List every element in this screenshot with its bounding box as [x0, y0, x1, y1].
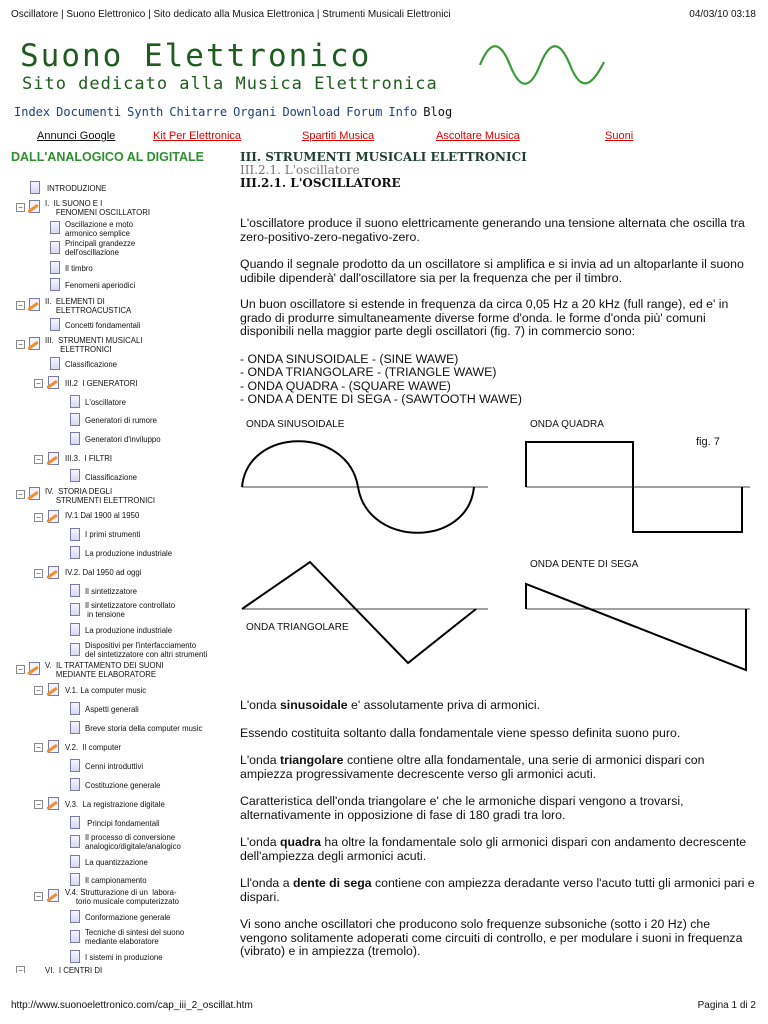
folder-pencil-icon — [45, 510, 61, 524]
sidebar-item[interactable]: Generatori di rumore — [85, 416, 157, 425]
nav-index[interactable]: Index — [14, 105, 51, 119]
collapse-toggle-icon[interactable]: − — [16, 665, 25, 674]
sidebar-item[interactable]: I sistemi in produzione — [85, 953, 163, 962]
figure-number: fig. 7 — [696, 436, 720, 448]
folder-pencil-icon — [45, 566, 61, 580]
print-datetime: 04/03/10 03:18 — [689, 9, 756, 20]
document-icon — [70, 546, 80, 559]
collapse-toggle-icon[interactable]: − — [16, 203, 25, 212]
sidebar-item[interactable]: La quantizzazione — [85, 858, 148, 867]
document-icon — [70, 395, 80, 408]
sidebar-item[interactable]: Il sintetizzatore — [85, 587, 138, 596]
document-icon — [70, 432, 80, 445]
sidebar-item[interactable]: La produzione industriale — [85, 626, 173, 635]
collapse-toggle-icon[interactable]: − — [34, 569, 43, 578]
paragraph: Caratteristica dell'onda triangolare e' che le armoniche dispari vengono a trovarsi, alternativamente in opposizione di fase di 180 gradi tra loro. — [240, 794, 684, 822]
folder-pencil-icon — [26, 337, 42, 351]
collapse-toggle-icon[interactable]: − — [34, 743, 43, 752]
figure-label-saw: ONDA DENTE DI SEGA — [530, 559, 639, 570]
sidebar-item[interactable]: INTRODUZIONE — [47, 184, 107, 193]
folder-pencil-icon — [45, 889, 61, 903]
document-icon — [70, 623, 80, 636]
waveform-figure — [238, 412, 758, 682]
sidebar-item[interactable]: VI. I CENTRI DI — [45, 966, 103, 973]
collapse-toggle-icon[interactable]: − — [34, 800, 43, 809]
document-icon — [50, 318, 60, 331]
print-page-title: Oscillatore | Suono Elettronico | Sito dedicato alla Musica Elettronica | Strumenti Musicali Elettronici — [11, 9, 451, 20]
sidebar-item[interactable]: IV. STORIA DEGLI STRUMENTI ELETTRONICI — [45, 487, 156, 505]
sidebar-item[interactable]: III.2 I GENERATORI — [65, 379, 138, 388]
document-icon — [50, 261, 60, 274]
sidebar-item[interactable]: Il campionamento — [85, 876, 147, 885]
document-icon — [50, 357, 60, 370]
sidebar-item[interactable]: IV.2. Dal 1950 ad oggi — [65, 568, 142, 577]
collapse-toggle-icon[interactable]: − — [34, 892, 43, 901]
document-icon — [70, 816, 80, 829]
document-icon — [70, 910, 80, 923]
sidebar-item[interactable]: Costituzione generale — [85, 781, 161, 790]
collapse-toggle-icon[interactable]: − — [16, 301, 25, 310]
sidebar-item[interactable]: Tecniche di sintesi del suono mediante elaboratore — [85, 928, 185, 946]
wave-list-item: - ONDA TRIANGOLARE - (TRIANGLE WAWE) — [240, 365, 497, 379]
sidebar-item[interactable]: Principali grandezze dell'oscillazione — [65, 239, 136, 257]
sidebar-item[interactable]: Generatori d'inviluppo — [85, 435, 161, 444]
sidebar-tree — [0, 0, 240, 980]
paragraph: Un buon oscillatore si estende in frequenza da circa 0,05 Hz a 20 kHz (full range), ed e' in grado di produrre simultaneamente diverse forme d'onda. le forme d'onda più' comuni disponibili nella maggior parte degli oscillatori (fig. 7) in commercio sono: — [240, 297, 729, 338]
folder-pencil-icon — [26, 662, 42, 676]
folder-pencil-icon — [45, 683, 61, 697]
sidebar-item[interactable]: IV.1 Dal 1900 al 1950 — [65, 511, 140, 520]
print-page-number: Pagina 1 di 2 — [697, 1000, 756, 1011]
sidebar-item[interactable]: III. STRUMENTI MUSICALI ELETTRONICI — [45, 336, 143, 354]
sidebar-item[interactable]: Dispositivi per l'interfacciamento del sintetizzatore con altri strumenti — [85, 641, 208, 659]
sidebar-item[interactable]: III.3. I FILTRI — [65, 454, 113, 463]
document-icon — [70, 930, 80, 943]
ad-link-kit[interactable]: Kit Per Elettronica — [153, 130, 242, 142]
nav-info[interactable]: Info — [388, 105, 418, 119]
document-icon — [70, 721, 80, 734]
nav-blog[interactable]: Blog — [423, 105, 453, 119]
sidebar-item[interactable]: Il timbro — [65, 264, 93, 273]
sidebar-item[interactable]: Cenni introduttivi — [85, 762, 144, 771]
waveforms-diagram — [238, 412, 758, 682]
document-icon — [70, 855, 80, 868]
sidebar-item[interactable]: Aspetti generali — [85, 705, 139, 714]
document-icon — [70, 778, 80, 791]
paragraph: L'oscillatore produce il suono elettricamente generando una tensione alternata che oscilla tra zero-positivo-zero-negativo-zero. — [240, 216, 745, 244]
document-icon — [50, 221, 60, 234]
paragraph: L'onda quadra ha oltre la fondamentale solo gli armonici dispari con andamento decrescente dell'ampiezza degli armonici acuti. — [240, 835, 747, 863]
sidebar-item[interactable]: Classificazione — [85, 473, 138, 482]
collapse-toggle-icon[interactable]: − — [16, 490, 25, 499]
collapse-toggle-icon[interactable]: − — [34, 455, 43, 464]
document-icon — [70, 873, 80, 886]
figure-label-square: ONDA QUADRA — [530, 419, 604, 430]
sidebar-item[interactable]: Fenomeni aperiodici — [65, 281, 136, 290]
sidebar-item[interactable]: Classificazione — [65, 360, 118, 369]
nav-chitarre[interactable]: Chitarre — [169, 105, 228, 119]
document-icon — [70, 469, 80, 482]
nav-download[interactable]: Download — [282, 105, 341, 119]
folder-pencil-icon — [45, 452, 61, 466]
document-icon — [30, 181, 40, 194]
paragraph: Vi sono anche oscillatori che producono solo frequenze subsoniche (sotto i 20 Hz) che vengono solitamente adoperati come circuiti di controllo, e per modulare i suoni in frequenza (vibrato) e in ampiezza (tremolo). — [240, 917, 743, 958]
document-icon — [70, 702, 80, 715]
paragraph: Essendo costituita soltanto dalla fondamentale viene spesso definita suono puro. — [240, 726, 681, 740]
document-icon — [70, 584, 80, 597]
wave-list-item: - ONDA SINUSOIDALE - (SINE WAWE) — [240, 352, 459, 366]
sidebar-item[interactable]: Concetti fondamentali — [65, 321, 141, 330]
wave-list-item: - ONDA QUADRA - (SQUARE WAWE) — [240, 379, 451, 393]
sidebar-item[interactable]: V.3. La registrazione digitale — [65, 800, 165, 809]
sidebar-item[interactable]: V. IL TRATTAMENTO DEI SUONI MEDIANTE ELABORATORE — [45, 661, 164, 679]
folder-pencil-icon — [26, 298, 42, 312]
section-heading: III. STRUMENTI MUSICALI ELETTRONICI — [240, 150, 527, 164]
folder-pencil-icon — [45, 740, 61, 754]
sidebar-item[interactable]: Principi fondamentali — [85, 819, 160, 828]
figure-label-triangle: ONDA TRIANGOLARE — [246, 622, 349, 633]
site-title[interactable]: Suono Elettronico — [20, 38, 372, 74]
site-subtitle: Sito dedicato alla Musica Elettronica — [22, 74, 438, 94]
collapse-toggle-icon[interactable]: − — [34, 686, 43, 695]
sine-wave-logo-icon — [478, 40, 608, 90]
document-icon — [70, 603, 80, 616]
document-icon — [70, 759, 80, 772]
nav-documenti[interactable]: Documenti — [56, 105, 122, 119]
wave-list-item: - ONDA A DENTE DI SEGA - (SAWTOOTH WAWE) — [240, 392, 522, 406]
sidebar-item[interactable]: V.4. Strutturazione di un labora- torio musicale computerizzato — [65, 888, 179, 906]
sidebar-item[interactable]: V.1. La computer music — [65, 686, 147, 695]
folder-pencil-icon — [45, 797, 61, 811]
sidebar-item[interactable]: La produzione industriale — [85, 549, 173, 558]
ad-link-ascoltare[interactable]: Ascoltare Musica — [436, 130, 520, 142]
sidebar-title: DALL'ANALOGICO AL DIGITALE — [11, 150, 205, 164]
folder-pencil-icon — [26, 200, 42, 214]
ads-label[interactable]: Annunci Google — [37, 130, 116, 142]
sidebar-item[interactable]: II. ELEMENTI DI ELETTROACUSTICA — [45, 297, 132, 315]
ad-link-suoni[interactable]: Suoni — [605, 130, 634, 142]
document-icon — [70, 950, 80, 963]
collapse-toggle-icon[interactable]: − — [16, 340, 25, 349]
document-icon — [50, 241, 60, 254]
paragraph: L'onda sinusoidale e' assolutamente priva di armonici. — [240, 698, 540, 712]
sidebar-item[interactable]: L'oscillatore — [85, 398, 126, 407]
figure-label-sine: ONDA SINUSOIDALE — [246, 419, 345, 430]
sidebar-item[interactable]: Oscillazione e moto armonico semplice — [65, 220, 134, 238]
paragraph: Ll'onda a dente di sega contiene con ampiezza deradante verso l'acuto tutti gli armonici pari e dispari. — [240, 876, 755, 904]
nav-forum[interactable]: Forum — [346, 105, 383, 119]
sidebar-item[interactable]: I. IL SUONO E I FENOMENI OSCILLATORI — [45, 199, 150, 217]
collapse-toggle-icon[interactable]: − — [34, 379, 43, 388]
ad-link-spartiti[interactable]: Spartiti Musica — [302, 130, 375, 142]
nav-organi[interactable]: Organi — [233, 105, 277, 119]
print-url: http://www.suonoelettronico.com/cap_iii_2_oscillat.htm — [11, 1000, 253, 1011]
document-icon — [70, 835, 80, 848]
document-icon — [70, 413, 80, 426]
sidebar-item[interactable]: Conformazione generale — [85, 913, 171, 922]
sidebar-item[interactable]: Il sintetizzatore controllato in tensione — [85, 601, 176, 619]
sidebar-item[interactable]: V.2. Il computer — [65, 743, 122, 752]
folder-pencil-icon — [26, 487, 42, 501]
folder-pencil-icon — [45, 376, 61, 390]
paragraph: Quando il segnale prodotto da un oscillatore si amplifica e si invia ad un altoparlante il suono udibile dipenderà' dall'oscillatore sia per la frequenza che per il timbro. — [240, 257, 744, 285]
nav-synth[interactable]: Synth — [127, 105, 164, 119]
sidebar-item[interactable]: Breve storia della computer music — [85, 724, 203, 733]
sidebar-item[interactable]: Il processo di conversione analogico/digitale/analogico — [85, 833, 181, 851]
document-icon — [70, 528, 80, 541]
document-icon — [70, 643, 80, 656]
paragraph: L'onda triangolare contiene oltre alla fondamentale, una serie di armonici dispari con ampiezza progressivamente decrescente verso gli armonici acuti. — [240, 753, 705, 781]
sidebar-item[interactable]: I primi strumenti — [85, 530, 141, 539]
subsection-heading: III.2.1. L'oscillatore — [240, 163, 360, 177]
document-icon — [50, 278, 60, 291]
collapse-toggle-icon[interactable]: − — [16, 966, 25, 973]
page-title: III.2.1. L'OSCILLATORE — [240, 176, 401, 190]
collapse-toggle-icon[interactable]: − — [34, 513, 43, 522]
